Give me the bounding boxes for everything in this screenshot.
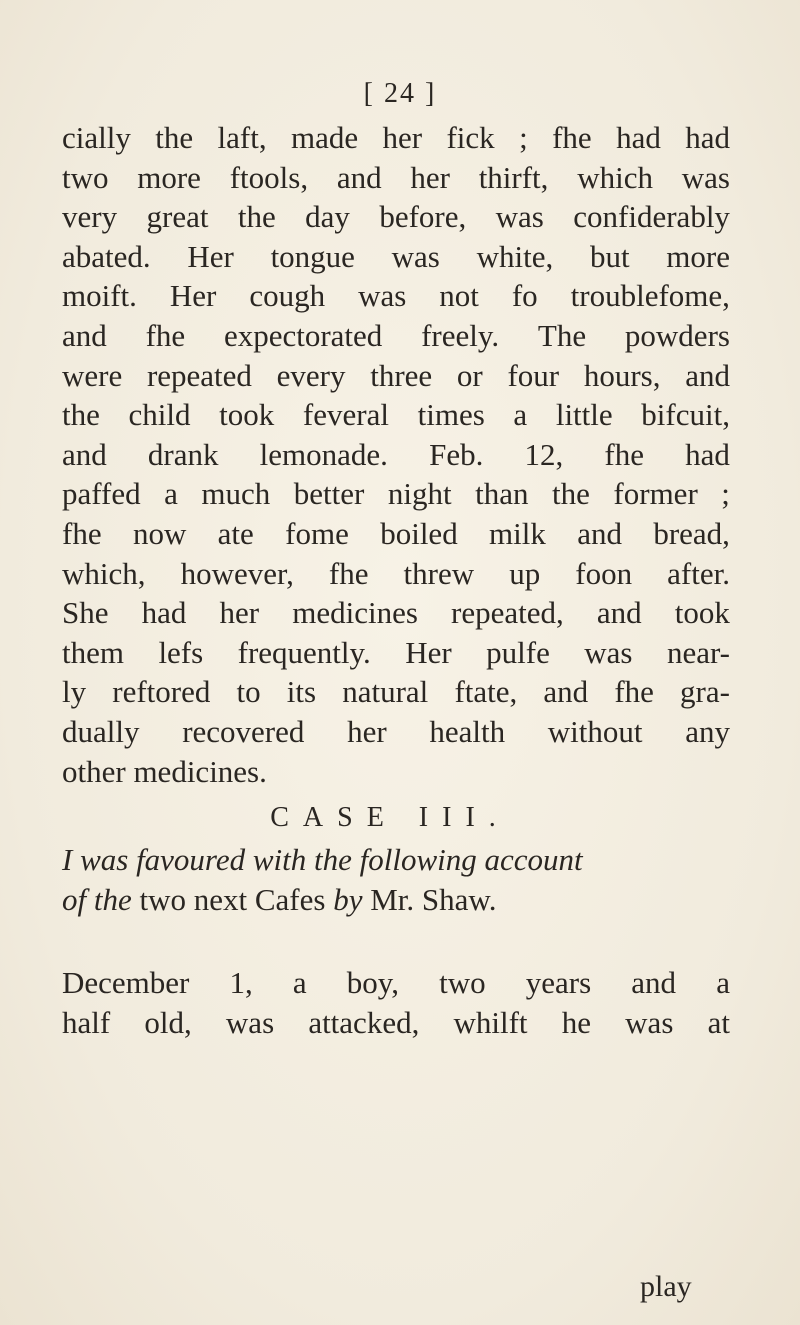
word: and <box>596 595 642 631</box>
word: fick <box>446 120 495 155</box>
body-line <box>62 237 730 277</box>
word: but <box>589 238 630 274</box>
word: day <box>305 199 350 235</box>
body-line <box>62 276 730 316</box>
word: very <box>62 199 118 235</box>
word: than <box>475 476 529 512</box>
word: fhe <box>328 555 369 591</box>
word: and <box>336 159 382 195</box>
word: at <box>707 1005 730 1040</box>
body-line-text: other medicines. <box>62 753 267 789</box>
body-line <box>62 474 730 514</box>
word: boy, <box>346 965 400 1000</box>
word: fhe <box>62 516 102 551</box>
word: whilft <box>453 1005 528 1040</box>
word: child <box>128 397 191 433</box>
word: were <box>62 357 123 393</box>
body-line <box>62 752 730 792</box>
word: confiderably <box>573 199 730 235</box>
word: its <box>286 674 317 710</box>
body-line <box>62 554 730 594</box>
body-line <box>62 158 730 198</box>
body-line <box>62 197 730 237</box>
word: health <box>429 714 506 749</box>
body-line <box>62 633 730 673</box>
word: moift. <box>62 278 137 314</box>
intro-line-2 <box>62 880 497 920</box>
word: every <box>276 357 346 393</box>
word: little <box>555 397 613 433</box>
word: laft, <box>217 120 267 155</box>
word: white, <box>476 238 554 274</box>
word: powders <box>624 318 730 353</box>
body-line <box>62 435 730 475</box>
word: her <box>382 120 423 155</box>
word: fhe <box>614 674 654 710</box>
word: pulfe <box>486 634 550 670</box>
word: recovered <box>182 714 305 749</box>
word: former <box>613 476 698 512</box>
word: tongue <box>270 238 355 274</box>
word: the <box>62 397 100 433</box>
word: more <box>666 238 730 274</box>
intro-line-1 <box>62 840 583 880</box>
word: a <box>716 965 730 1000</box>
word: her <box>410 159 450 195</box>
body-line <box>62 356 730 396</box>
word: fhe <box>145 318 186 353</box>
word: was <box>358 278 407 314</box>
word: night <box>387 476 452 512</box>
word: was <box>625 1005 674 1040</box>
word: after. <box>667 555 730 591</box>
word: now <box>132 516 187 551</box>
word: 12, <box>524 436 564 472</box>
word: and <box>62 436 107 472</box>
word: and <box>62 318 107 353</box>
word: not <box>439 278 479 314</box>
word: natural <box>342 674 429 710</box>
word: her <box>347 714 387 749</box>
word: frequently. <box>237 634 371 670</box>
word: took <box>674 595 730 631</box>
word: two <box>62 159 109 195</box>
word: old, <box>144 1005 192 1040</box>
word: had <box>685 436 730 472</box>
word: troublefome, <box>570 278 730 314</box>
intro-italic-of-the: of the <box>62 882 132 917</box>
word: The <box>537 318 587 353</box>
word: freely. <box>421 318 500 353</box>
word: milk <box>489 516 546 551</box>
word: before, <box>379 199 467 235</box>
word: was <box>681 159 730 195</box>
word: reftored <box>112 674 211 710</box>
word: Her <box>187 238 234 274</box>
word: paffed <box>62 476 141 512</box>
word: cially <box>62 120 131 155</box>
body-line <box>62 712 730 752</box>
word: times <box>417 397 485 433</box>
word: ftate, <box>454 674 518 710</box>
word: a <box>292 965 307 1000</box>
word: repeated <box>146 357 252 393</box>
word: was <box>391 238 440 274</box>
body-line <box>62 514 730 554</box>
word: three <box>370 357 433 393</box>
word: years <box>525 965 592 1000</box>
word: and <box>631 965 677 1000</box>
word: feveral <box>302 397 389 433</box>
word: lefs <box>158 634 204 670</box>
word: foon <box>575 555 633 591</box>
word: near- <box>666 634 730 670</box>
word: cough <box>249 278 326 314</box>
word: made <box>290 120 359 155</box>
word: the <box>237 199 276 235</box>
word: drank <box>147 436 219 472</box>
page-number: [ 24 ] <box>363 78 437 109</box>
word: was <box>495 199 544 235</box>
word: ly <box>62 674 87 710</box>
word: the <box>155 120 194 155</box>
word: more <box>137 159 201 195</box>
word: thirft, <box>478 159 549 195</box>
word: her <box>219 595 260 631</box>
word: She <box>62 595 109 631</box>
word: threw <box>403 555 475 591</box>
word: was <box>584 634 633 670</box>
word: abated. <box>62 238 151 274</box>
word: Her <box>405 634 452 670</box>
word: 1, <box>229 965 253 1000</box>
word: half <box>62 1005 111 1040</box>
word: without <box>547 714 643 749</box>
word: and <box>685 357 730 393</box>
word: expectorated <box>223 318 383 353</box>
word: attacked, <box>308 1005 420 1040</box>
case-heading: CASE III. <box>270 802 510 833</box>
word: and <box>543 674 589 710</box>
word: was <box>225 1005 275 1040</box>
word: four <box>507 357 560 393</box>
word: medicines <box>292 595 418 631</box>
word: took <box>219 397 275 433</box>
word: fhe <box>552 120 592 155</box>
word: bread, <box>653 516 730 551</box>
body-line <box>62 118 730 158</box>
word: and <box>577 516 622 551</box>
word: Her <box>169 278 217 314</box>
word: any <box>685 714 730 749</box>
word: repeated, <box>451 595 564 631</box>
intro-roman-author: Mr. Shaw. <box>370 882 497 917</box>
catchword: play <box>640 1270 692 1303</box>
word: to <box>236 674 261 710</box>
word: which <box>577 159 653 195</box>
word: a <box>164 476 178 512</box>
word: fo <box>511 278 538 314</box>
word: December <box>62 965 190 1000</box>
word: lemonade. <box>259 436 388 472</box>
word: however, <box>180 555 294 591</box>
cont-line <box>62 963 730 1003</box>
word: the <box>552 476 590 512</box>
word: Feb. <box>429 436 484 472</box>
word: dually <box>62 714 140 749</box>
cont-line <box>62 1003 730 1043</box>
word: two <box>439 965 486 1000</box>
word: boiled <box>380 516 458 551</box>
intro-line-1-text: I was favoured with the following account <box>62 842 583 877</box>
word: ; <box>519 120 528 155</box>
word: much <box>201 476 271 512</box>
body-line <box>62 672 730 712</box>
word: had <box>616 120 661 155</box>
word: great <box>146 199 209 235</box>
word: which, <box>62 555 146 591</box>
word: ; <box>721 476 730 512</box>
word: them <box>62 634 124 670</box>
body-line <box>62 395 730 435</box>
word: bifcuit, <box>641 397 730 433</box>
word: gra- <box>680 674 730 710</box>
intro-roman-cases: two next Cafes <box>139 882 326 917</box>
word: a <box>513 397 528 433</box>
word: he <box>561 1005 591 1040</box>
body-line <box>62 593 730 633</box>
word: fhe <box>604 436 644 472</box>
word: had <box>685 120 730 155</box>
word: fome <box>285 516 349 551</box>
word: better <box>293 476 365 512</box>
word: up <box>509 555 541 591</box>
word: or <box>456 357 483 393</box>
intro-italic-by: by <box>333 882 363 917</box>
word: had <box>141 595 187 631</box>
word: ftools, <box>229 159 309 195</box>
body-line <box>62 316 730 356</box>
word: hours, <box>583 357 661 393</box>
word: ate <box>217 516 254 551</box>
